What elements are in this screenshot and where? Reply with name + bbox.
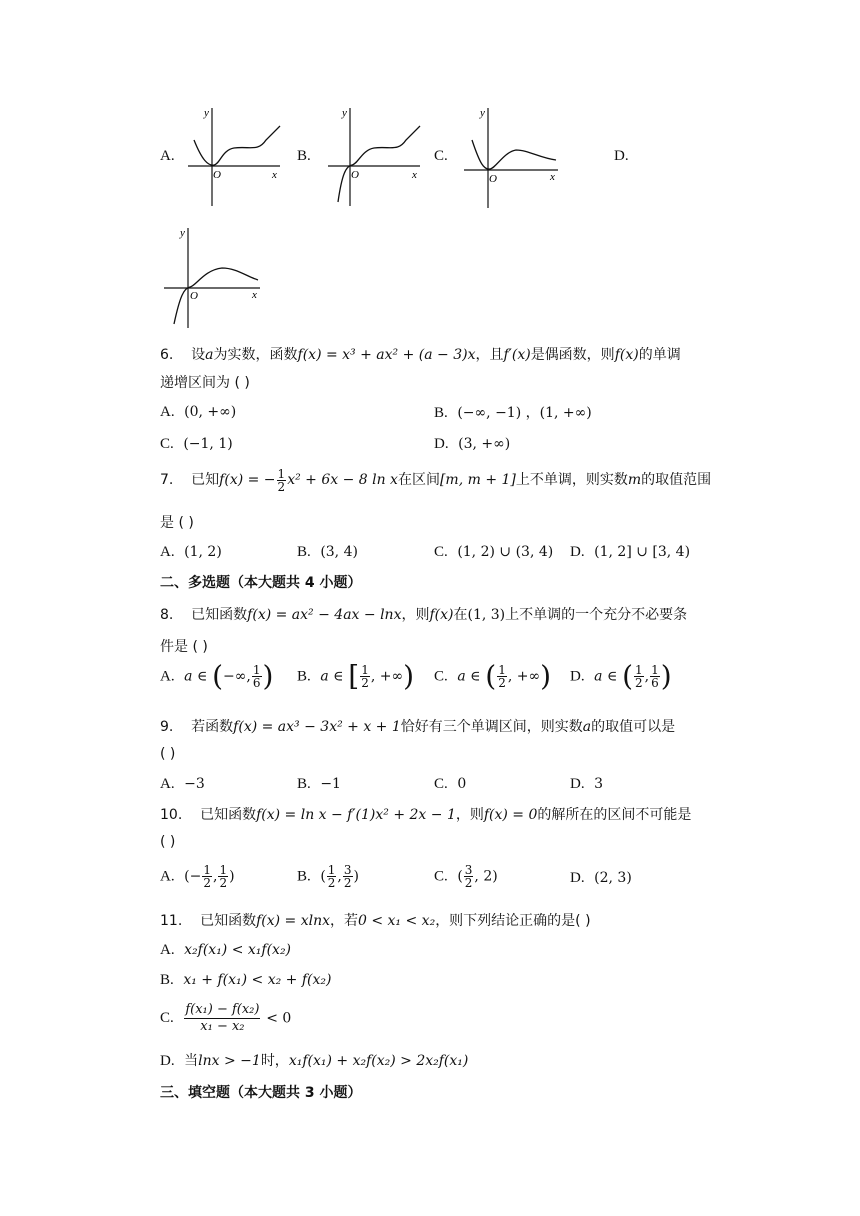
graph-a-x-label: x bbox=[272, 169, 277, 181]
q10-option-b-fraction-2 bbox=[343, 864, 353, 889]
q7-option-b[interactable] bbox=[297, 542, 358, 561]
q6-text-3: ，且 bbox=[475, 347, 504, 363]
q10-option-b-lparen: ( bbox=[320, 868, 326, 885]
q8-option-a[interactable] bbox=[160, 659, 274, 693]
q7-option-a[interactable] bbox=[160, 542, 222, 561]
q8-option-b-den: 2 bbox=[361, 676, 369, 690]
q10-option-b-den-2: 2 bbox=[343, 876, 352, 890]
q10-option-a-letter: A. bbox=[160, 868, 175, 885]
q10-option-b-comma: , bbox=[337, 868, 342, 885]
graph-c bbox=[460, 104, 564, 210]
q10-option-a-fraction-1 bbox=[202, 864, 212, 889]
q11-option-d-letter: D. bbox=[160, 1053, 175, 1069]
q8-option-b[interactable] bbox=[297, 659, 415, 693]
graph-a-origin: O bbox=[213, 169, 221, 181]
q8-option-b-fraction bbox=[360, 664, 370, 689]
q8-option-c[interactable] bbox=[434, 659, 552, 693]
graph-d bbox=[160, 224, 266, 330]
q11-option-d-text-2: 时， bbox=[260, 1053, 289, 1069]
q11-option-c-rest: < 0 bbox=[266, 1010, 292, 1027]
q10-option-b-num-2: 3 bbox=[343, 863, 352, 877]
graph-b bbox=[324, 104, 424, 210]
q11-option-c-num: f(x₁) − f(x₂) bbox=[185, 1002, 260, 1017]
q10-text-2: ，则 bbox=[455, 807, 484, 823]
q8-option-a-prefix: a ∈ bbox=[184, 668, 208, 685]
q6-option-a-letter: A. bbox=[160, 404, 175, 420]
q8-interval: (1, 3) bbox=[467, 607, 506, 623]
q11-option-a-letter: A. bbox=[160, 942, 175, 958]
q10-option-a-den-2: 2 bbox=[219, 876, 228, 890]
q11-option-b-value: x₁ + f(x₁) < x₂ + f(x₂) bbox=[183, 972, 332, 988]
q9-option-c-letter: C. bbox=[434, 776, 448, 792]
q7-option-c-value: (1, 2) ∪ (3, 4) bbox=[457, 544, 554, 560]
q11-function: f(x) = xlnx bbox=[256, 913, 330, 929]
q11-option-a-value: x₂f(x₁) < x₁f(x₂) bbox=[184, 942, 292, 958]
q10-option-b-den-1: 2 bbox=[327, 876, 336, 890]
q6-option-d[interactable] bbox=[434, 434, 510, 453]
q6-text-2: 为实数，函数 bbox=[213, 347, 298, 363]
q7-option-a-letter: A. bbox=[160, 544, 175, 560]
q8-line1 bbox=[160, 604, 687, 624]
q8-option-a-inner: −∞, bbox=[223, 668, 251, 685]
q9-function: f(x) = ax³ − 3x² + x + 1 bbox=[233, 719, 401, 735]
q9-option-b-value: −1 bbox=[320, 776, 341, 792]
q8-option-d-num-2: 1 bbox=[651, 663, 659, 677]
q10-option-d-value: (2, 3) bbox=[594, 870, 632, 886]
q6-number: 6. bbox=[160, 347, 174, 363]
q6-line1 bbox=[160, 344, 681, 364]
q6-option-b-value: (−∞, −1) ，(1, +∞) bbox=[457, 405, 592, 421]
q10-option-a-num-1: 1 bbox=[203, 863, 211, 877]
q10-option-b[interactable] bbox=[297, 864, 359, 889]
graph-c-x-label: x bbox=[550, 171, 555, 183]
q10-option-c-num: 3 bbox=[464, 863, 473, 877]
q10-option-d[interactable] bbox=[570, 868, 632, 887]
q8-option-d-fraction-1 bbox=[634, 664, 644, 689]
q6-text-5: 的单调 bbox=[638, 347, 681, 363]
q10-option-c-rest: , 2) bbox=[474, 868, 498, 885]
graph-b-x-label: x bbox=[412, 169, 417, 181]
graph-b-y-label: y bbox=[342, 107, 347, 119]
q7-line1 bbox=[160, 466, 711, 494]
q9-var-a: a bbox=[582, 719, 592, 735]
q7-text-2: 在区间 bbox=[397, 472, 440, 488]
q11-option-c-letter: C. bbox=[160, 1010, 174, 1026]
q8-option-a-rparen: ) bbox=[262, 659, 274, 693]
q11-option-d[interactable] bbox=[160, 1050, 468, 1070]
q7-function-rest: x² + 6x − 8 ln x bbox=[287, 472, 398, 488]
graph-a-y-label: y bbox=[204, 107, 209, 119]
q6-text-1: 设 bbox=[191, 347, 206, 363]
q7-option-b-value: (3, 4) bbox=[320, 544, 358, 560]
q7-text-1: 已知 bbox=[191, 472, 220, 488]
q7-text-3: 上不单调，则实数 bbox=[515, 472, 628, 488]
q6-var-a: a bbox=[205, 347, 214, 363]
q8-option-c-fraction bbox=[497, 664, 507, 689]
q6-line2: 递增区间为 ( ) bbox=[160, 375, 250, 391]
q10-option-c-fraction bbox=[464, 864, 474, 889]
q8-option-c-rparen: ) bbox=[540, 659, 552, 693]
q7-option-a-value: (1, 2) bbox=[184, 544, 222, 560]
q10-option-a[interactable] bbox=[160, 864, 235, 889]
q6-text-4: 是偶函数，则 bbox=[530, 347, 615, 363]
q11-line1 bbox=[160, 910, 591, 930]
q10-option-c-lparen: ( bbox=[457, 868, 463, 885]
q7-option-c-letter: C. bbox=[434, 544, 448, 560]
q10-option-c[interactable] bbox=[434, 864, 498, 889]
q10-line1 bbox=[160, 804, 691, 824]
q6-option-a-value: (0, +∞) bbox=[184, 404, 237, 420]
q7-var-m: m bbox=[627, 472, 642, 488]
q8-option-b-lbracket: [ bbox=[348, 659, 360, 693]
q8-option-d-lparen: ( bbox=[622, 659, 634, 693]
q11-option-d-text-1: 当 bbox=[184, 1053, 199, 1069]
q11-option-a[interactable] bbox=[160, 940, 291, 959]
q8-text-2: ，则 bbox=[401, 607, 430, 623]
q7-option-d-letter: D. bbox=[570, 544, 585, 560]
q9-option-a-letter: A. bbox=[160, 776, 175, 792]
q7-option-d[interactable] bbox=[570, 542, 690, 561]
q8-option-d[interactable] bbox=[570, 659, 672, 693]
q8-option-b-inner: , +∞ bbox=[370, 668, 404, 685]
q7-fraction-den: 2 bbox=[277, 479, 286, 494]
q10-option-c-den: 2 bbox=[464, 876, 473, 890]
q8-option-d-rparen: ) bbox=[660, 659, 672, 693]
q8-option-a-num: 1 bbox=[252, 663, 261, 677]
q7-fraction-num: 1 bbox=[277, 466, 286, 481]
q8-line2: 件是 ( ) bbox=[160, 639, 208, 655]
q9-option-c[interactable] bbox=[434, 774, 466, 793]
q10-line2: ( ) bbox=[160, 834, 176, 850]
q9-text-3: 的取值可以是 bbox=[591, 719, 676, 735]
q6-function: f(x) = x³ + ax² + (a − 3)x bbox=[297, 347, 476, 363]
q8-option-b-letter: B. bbox=[297, 668, 311, 685]
q7-option-b-letter: B. bbox=[297, 544, 311, 560]
q10-option-d-letter: D. bbox=[570, 870, 585, 886]
q10-option-a-rparen: ) bbox=[229, 868, 235, 885]
graph-d-curve bbox=[174, 268, 258, 324]
q11-option-d-value: x₁f(x₁) + x₂f(x₂) > 2x₂f(x₁) bbox=[288, 1053, 469, 1069]
q11-text-3: ，则下列结论正确的是( ) bbox=[435, 913, 591, 929]
q10-option-a-comma: , bbox=[212, 868, 218, 885]
q9-option-d-value: 3 bbox=[594, 776, 604, 792]
graph-d-origin: O bbox=[190, 290, 198, 302]
q9-text-1: 若函数 bbox=[191, 719, 234, 735]
q8-option-d-comma: , bbox=[644, 668, 650, 685]
q8-option-a-fraction bbox=[252, 664, 262, 689]
q7-option-d-value: (1, 2] ∪ [3, 4) bbox=[594, 544, 691, 560]
q11-option-d-condition: lnx > −1 bbox=[198, 1053, 261, 1069]
q11-text-2: ，若 bbox=[330, 913, 358, 929]
q9-line1 bbox=[160, 716, 675, 736]
q8-option-c-lparen: ( bbox=[485, 659, 497, 693]
graph-d-letter: D. bbox=[614, 148, 629, 164]
q10-text-3: 的解所在的区间不可能是 bbox=[537, 807, 692, 823]
q9-option-b[interactable] bbox=[297, 774, 341, 793]
q9-option-d-letter: D. bbox=[570, 776, 585, 792]
q10-option-a-lparen: (− bbox=[184, 868, 202, 885]
q11-option-b[interactable] bbox=[160, 970, 331, 989]
q6-option-a[interactable] bbox=[160, 402, 236, 421]
q10-option-b-letter: B. bbox=[297, 868, 311, 885]
graph-b-origin: O bbox=[351, 169, 359, 181]
q11-option-c-den: x₁ − x₂ bbox=[200, 1019, 245, 1034]
q10-number: 10. bbox=[160, 807, 183, 823]
q7-text-4: 的取值范围 bbox=[641, 472, 712, 488]
q8-option-c-prefix: a ∈ bbox=[457, 668, 481, 685]
q9-option-a-value: −3 bbox=[184, 776, 205, 792]
q7-interval: [m, m + 1] bbox=[439, 472, 516, 488]
q11-option-b-letter: B. bbox=[160, 972, 174, 988]
q8-function: f(x) = ax² − 4ax − lnx bbox=[247, 607, 402, 623]
q10-function: f(x) = ln x − f′(1)x² + 2x − 1 bbox=[256, 807, 456, 823]
q10-option-b-rparen: ) bbox=[353, 868, 359, 885]
q8-option-c-den: 2 bbox=[498, 676, 506, 690]
graph-c-y-label: y bbox=[480, 107, 485, 119]
section-3-heading: 三、填空题（本大题共 3 小题） bbox=[160, 1085, 362, 1101]
q6-option-d-value: (3, +∞) bbox=[458, 436, 511, 452]
q8-option-d-den-1: 2 bbox=[635, 676, 643, 690]
q11-option-c-fraction bbox=[184, 1002, 260, 1035]
q6-option-b-letter: B. bbox=[434, 405, 448, 421]
q7-option-c[interactable] bbox=[434, 542, 553, 561]
q9-number: 9. bbox=[160, 719, 174, 735]
q6-option-c-value: (−1, 1) bbox=[183, 436, 233, 452]
q7-fraction bbox=[277, 468, 287, 493]
graph-d-x-label: x bbox=[252, 289, 257, 301]
q9-option-a[interactable] bbox=[160, 774, 205, 793]
q9-option-b-letter: B. bbox=[297, 776, 311, 792]
q6-fx: f(x) bbox=[614, 347, 639, 363]
graph-a-letter: A. bbox=[160, 148, 175, 164]
q10-option-c-letter: C. bbox=[434, 868, 448, 885]
graph-b-letter: B. bbox=[297, 148, 311, 164]
q8-option-d-den-2: 6 bbox=[651, 676, 659, 690]
q11-text-1: 已知函数 bbox=[200, 913, 257, 929]
q7-number: 7. bbox=[160, 472, 174, 488]
q9-line2: ( ) bbox=[160, 746, 176, 762]
q11-number: 11. bbox=[160, 913, 183, 929]
graph-c-letter: C. bbox=[434, 148, 448, 164]
graph-c-origin: O bbox=[489, 173, 497, 185]
q8-option-c-inner: , +∞ bbox=[507, 668, 541, 685]
q8-option-d-letter: D. bbox=[570, 668, 585, 685]
q8-number: 8. bbox=[160, 607, 174, 623]
q6-option-c-letter: C. bbox=[160, 436, 174, 452]
q8-option-c-num: 1 bbox=[498, 663, 506, 677]
q9-text-2: 恰好有三个单调区间，则实数 bbox=[400, 719, 583, 735]
q8-text-3: 在 bbox=[453, 607, 468, 623]
q8-option-b-rparen: ) bbox=[403, 659, 415, 693]
q6-option-c[interactable] bbox=[160, 434, 233, 453]
q8-option-a-lparen: ( bbox=[212, 659, 224, 693]
q8-option-d-fraction-2 bbox=[650, 664, 660, 689]
q10-option-a-den-1: 2 bbox=[203, 876, 211, 890]
q10-text-1: 已知函数 bbox=[200, 807, 257, 823]
q8-option-a-letter: A. bbox=[160, 668, 175, 685]
q6-option-d-letter: D. bbox=[434, 436, 449, 452]
q8-fx: f(x) bbox=[429, 607, 454, 623]
q10-option-b-num-1: 1 bbox=[327, 863, 336, 877]
q10-option-a-fraction-2 bbox=[218, 864, 228, 889]
q10-equation: f(x) = 0 bbox=[483, 807, 538, 823]
q8-option-c-letter: C. bbox=[434, 668, 448, 685]
q6-option-b[interactable] bbox=[434, 402, 592, 422]
section-2-heading: 二、多选题（本大题共 4 小题） bbox=[160, 575, 362, 591]
q11-option-c[interactable] bbox=[160, 1002, 291, 1035]
q10-option-b-fraction-1 bbox=[327, 864, 337, 889]
graph-a-curve bbox=[194, 126, 280, 165]
q10-option-a-num-2: 1 bbox=[219, 863, 228, 877]
q8-option-b-num: 1 bbox=[361, 663, 369, 677]
q8-option-d-prefix: a ∈ bbox=[594, 668, 618, 685]
graph-c-curve bbox=[472, 140, 556, 169]
graph-a bbox=[184, 104, 284, 210]
q9-option-c-value: 0 bbox=[457, 776, 467, 792]
q6-derivative: f′(x) bbox=[503, 347, 531, 363]
q8-option-a-den: 6 bbox=[252, 676, 261, 690]
q8-option-d-num-1: 1 bbox=[635, 663, 643, 677]
q8-text-4: 上不单调的一个充分不必要条 bbox=[505, 607, 688, 623]
q11-condition: 0 < x₁ < x₂ bbox=[358, 913, 436, 929]
q9-option-d[interactable] bbox=[570, 774, 603, 793]
graph-d-y-label: y bbox=[180, 227, 185, 239]
q7-line2: 是 ( ) bbox=[160, 515, 194, 531]
q7-function-prefix: f(x) = − bbox=[219, 472, 276, 488]
q8-text-1: 已知函数 bbox=[191, 607, 248, 623]
q8-option-b-prefix: a ∈ bbox=[320, 668, 344, 685]
